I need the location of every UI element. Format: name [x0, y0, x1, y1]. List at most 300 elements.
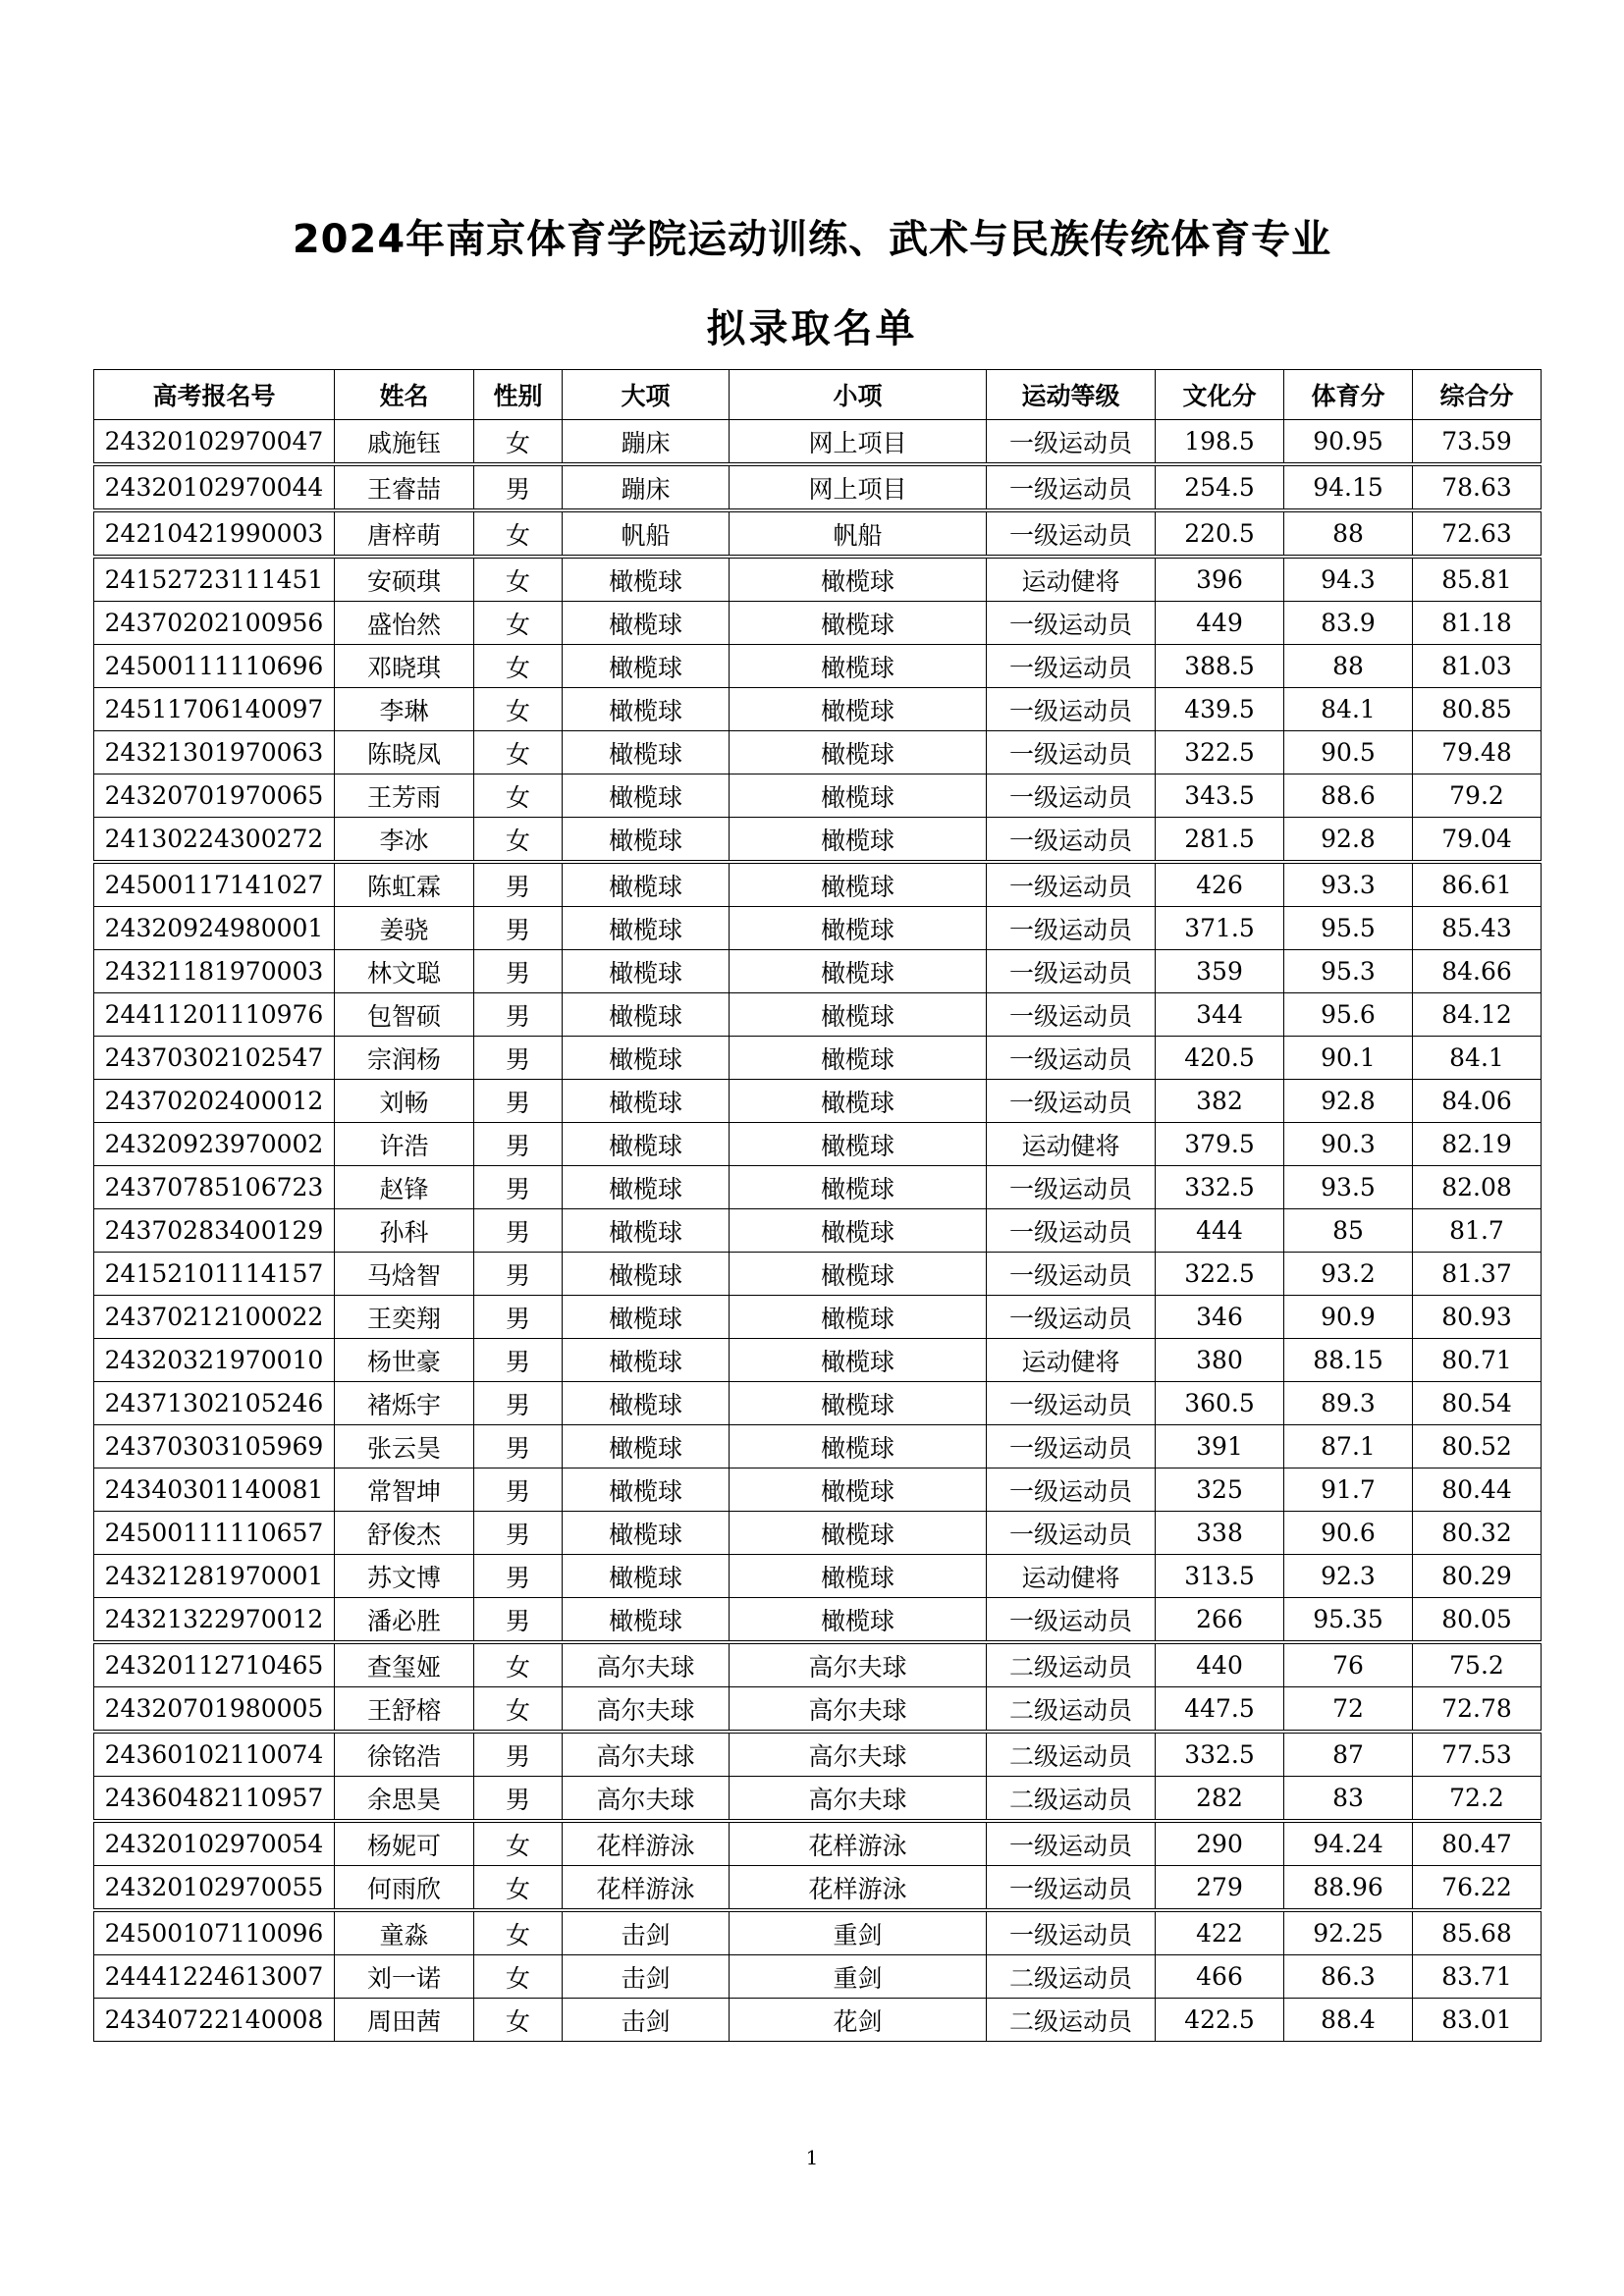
- cell-total-score: 84.66: [1413, 950, 1542, 993]
- cell-total-score: 81.7: [1413, 1209, 1542, 1253]
- cell-sport: 高尔夫球: [563, 1732, 730, 1777]
- cell-name: 李琳: [335, 688, 474, 731]
- cell-name: 张云昊: [335, 1425, 474, 1468]
- cell-level: 一级运动员: [987, 1512, 1156, 1555]
- cell-sport: 橄榄球: [563, 1253, 730, 1296]
- cell-gender: 男: [474, 1037, 563, 1080]
- cell-event: 花剑: [730, 1999, 987, 2042]
- cell-culture-score: 359: [1156, 950, 1284, 993]
- cell-name: 杨世豪: [335, 1339, 474, 1382]
- cell-exam-id: 24370785106723: [94, 1166, 335, 1209]
- cell-sport: 橄榄球: [563, 862, 730, 907]
- cell-sport-score: 84.1: [1284, 688, 1413, 731]
- cell-gender: 男: [474, 1123, 563, 1166]
- table-row: [94, 420, 1542, 465]
- cell-name: 杨妮可: [335, 1821, 474, 1866]
- column-header-name: 姓名: [335, 370, 474, 420]
- cell-name: 潘必胜: [335, 1598, 474, 1643]
- cell-sport-score: 92.8: [1284, 818, 1413, 863]
- cell-gender: 男: [474, 1512, 563, 1555]
- cell-event: 橄榄球: [730, 602, 987, 645]
- cell-total-score: 85.68: [1413, 1910, 1542, 1955]
- cell-sport-score: 88.4: [1284, 1999, 1413, 2042]
- cell-sport-score: 89.3: [1284, 1382, 1413, 1425]
- cell-total-score: 73.59: [1413, 420, 1542, 465]
- table-row: [94, 1512, 1542, 1555]
- cell-exam-id: 24370302102547: [94, 1037, 335, 1080]
- table-row: [94, 1642, 1542, 1687]
- table-header-row: [94, 370, 1542, 420]
- cell-total-score: 80.47: [1413, 1821, 1542, 1866]
- cell-culture-score: 322.5: [1156, 1253, 1284, 1296]
- column-header-sport-score: 体育分: [1284, 370, 1413, 420]
- cell-total-score: 78.63: [1413, 464, 1542, 510]
- cell-event: 高尔夫球: [730, 1732, 987, 1777]
- cell-culture-score: 382: [1156, 1080, 1284, 1123]
- cell-culture-score: 266: [1156, 1598, 1284, 1643]
- cell-level: 一级运动员: [987, 688, 1156, 731]
- cell-event: 橄榄球: [730, 731, 987, 774]
- cell-exam-id: 24500111110696: [94, 645, 335, 688]
- cell-culture-score: 220.5: [1156, 510, 1284, 557]
- cell-gender: 男: [474, 993, 563, 1037]
- cell-event: 橄榄球: [730, 1166, 987, 1209]
- cell-total-score: 80.85: [1413, 688, 1542, 731]
- cell-event: 高尔夫球: [730, 1777, 987, 1822]
- cell-sport-score: 95.35: [1284, 1598, 1413, 1643]
- cell-sport-score: 88: [1284, 510, 1413, 557]
- cell-event: 重剑: [730, 1955, 987, 1999]
- cell-event: 橄榄球: [730, 862, 987, 907]
- cell-exam-id: 24511706140097: [94, 688, 335, 731]
- cell-level: 运动健将: [987, 1339, 1156, 1382]
- cell-name: 安硕琪: [335, 557, 474, 602]
- cell-total-score: 85.43: [1413, 907, 1542, 950]
- cell-gender: 女: [474, 645, 563, 688]
- cell-gender: 男: [474, 1468, 563, 1512]
- cell-sport-score: 87.1: [1284, 1425, 1413, 1468]
- cell-event: 花样游泳: [730, 1866, 987, 1911]
- cell-event: 橄榄球: [730, 557, 987, 602]
- column-header-culture-score: 文化分: [1156, 370, 1284, 420]
- table-row: [94, 731, 1542, 774]
- cell-event: 网上项目: [730, 420, 987, 465]
- cell-name: 陈晓凤: [335, 731, 474, 774]
- cell-level: 一级运动员: [987, 862, 1156, 907]
- cell-exam-id: 24320321970010: [94, 1339, 335, 1382]
- cell-sport: 帆船: [563, 510, 730, 557]
- cell-sport: 橄榄球: [563, 1166, 730, 1209]
- cell-culture-score: 338: [1156, 1512, 1284, 1555]
- cell-event: 橄榄球: [730, 1209, 987, 1253]
- table-row: [94, 907, 1542, 950]
- cell-culture-score: 279: [1156, 1866, 1284, 1911]
- cell-exam-id: 24500111110657: [94, 1512, 335, 1555]
- cell-level: 一级运动员: [987, 1166, 1156, 1209]
- table-row: [94, 1999, 1542, 2042]
- cell-name: 舒俊杰: [335, 1512, 474, 1555]
- cell-sport-score: 76: [1284, 1642, 1413, 1687]
- cell-event: 高尔夫球: [730, 1642, 987, 1687]
- table-row: [94, 1080, 1542, 1123]
- cell-total-score: 80.32: [1413, 1512, 1542, 1555]
- cell-event: 橄榄球: [730, 1339, 987, 1382]
- table-row: [94, 1732, 1542, 1777]
- cell-sport: 橄榄球: [563, 645, 730, 688]
- cell-event: 橄榄球: [730, 993, 987, 1037]
- cell-exam-id: 24411201110976: [94, 993, 335, 1037]
- cell-event: 橄榄球: [730, 1253, 987, 1296]
- cell-sport-score: 87: [1284, 1732, 1413, 1777]
- cell-total-score: 82.19: [1413, 1123, 1542, 1166]
- cell-culture-score: 282: [1156, 1777, 1284, 1822]
- cell-sport: 击剑: [563, 1910, 730, 1955]
- cell-event: 橄榄球: [730, 1598, 987, 1643]
- cell-name: 王芳雨: [335, 774, 474, 818]
- cell-sport: 击剑: [563, 1955, 730, 1999]
- cell-name: 余思昊: [335, 1777, 474, 1822]
- cell-event: 橄榄球: [730, 1080, 987, 1123]
- cell-event: 橄榄球: [730, 1512, 987, 1555]
- cell-total-score: 80.54: [1413, 1382, 1542, 1425]
- cell-sport: 橄榄球: [563, 1382, 730, 1425]
- cell-total-score: 80.71: [1413, 1339, 1542, 1382]
- cell-name: 徐铭浩: [335, 1732, 474, 1777]
- cell-exam-id: 24340722140008: [94, 1999, 335, 2042]
- cell-name: 李冰: [335, 818, 474, 863]
- cell-gender: 女: [474, 602, 563, 645]
- cell-sport-score: 94.15: [1284, 464, 1413, 510]
- cell-event: 橄榄球: [730, 1037, 987, 1080]
- cell-exam-id: 24152723111451: [94, 557, 335, 602]
- cell-exam-id: 24370202100956: [94, 602, 335, 645]
- cell-name: 褚烁宇: [335, 1382, 474, 1425]
- cell-event: 橄榄球: [730, 774, 987, 818]
- cell-name: 王舒榕: [335, 1687, 474, 1733]
- cell-level: 一级运动员: [987, 1037, 1156, 1080]
- cell-exam-id: 24320102970047: [94, 420, 335, 465]
- table-row: [94, 688, 1542, 731]
- cell-gender: 男: [474, 1296, 563, 1339]
- cell-name: 陈虹霖: [335, 862, 474, 907]
- cell-level: 一级运动员: [987, 1425, 1156, 1468]
- cell-name: 宗润杨: [335, 1037, 474, 1080]
- cell-sport-score: 91.7: [1284, 1468, 1413, 1512]
- cell-culture-score: 422: [1156, 1910, 1284, 1955]
- cell-gender: 男: [474, 950, 563, 993]
- cell-sport-score: 90.95: [1284, 420, 1413, 465]
- cell-gender: 男: [474, 1555, 563, 1598]
- cell-culture-score: 344: [1156, 993, 1284, 1037]
- cell-gender: 女: [474, 731, 563, 774]
- cell-culture-score: 420.5: [1156, 1037, 1284, 1080]
- cell-gender: 男: [474, 907, 563, 950]
- cell-gender: 女: [474, 688, 563, 731]
- cell-event: 橄榄球: [730, 645, 987, 688]
- cell-total-score: 79.04: [1413, 818, 1542, 863]
- table-row: [94, 1209, 1542, 1253]
- table-row: [94, 862, 1542, 907]
- cell-gender: 女: [474, 1955, 563, 1999]
- cell-level: 二级运动员: [987, 1955, 1156, 1999]
- cell-level: 一级运动员: [987, 950, 1156, 993]
- cell-gender: 男: [474, 1080, 563, 1123]
- table-row: [94, 645, 1542, 688]
- cell-exam-id: 24321181970003: [94, 950, 335, 993]
- cell-sport: 橄榄球: [563, 1339, 730, 1382]
- cell-sport: 橄榄球: [563, 1209, 730, 1253]
- cell-total-score: 84.06: [1413, 1080, 1542, 1123]
- cell-gender: 男: [474, 1339, 563, 1382]
- table-row: [94, 1910, 1542, 1955]
- cell-gender: 男: [474, 1732, 563, 1777]
- cell-exam-id: 24320102970055: [94, 1866, 335, 1911]
- cell-culture-score: 281.5: [1156, 818, 1284, 863]
- cell-culture-score: 422.5: [1156, 1999, 1284, 2042]
- cell-culture-score: 447.5: [1156, 1687, 1284, 1733]
- table-row: [94, 1866, 1542, 1911]
- cell-event: 帆船: [730, 510, 987, 557]
- cell-sport-score: 90.6: [1284, 1512, 1413, 1555]
- cell-name: 赵锋: [335, 1166, 474, 1209]
- cell-gender: 男: [474, 1598, 563, 1643]
- cell-level: 一级运动员: [987, 774, 1156, 818]
- cell-exam-id: 24321281970001: [94, 1555, 335, 1598]
- cell-sport-score: 88.6: [1284, 774, 1413, 818]
- document-subtitle: 拟录取名单: [706, 306, 918, 351]
- cell-exam-id: 24152101114157: [94, 1253, 335, 1296]
- cell-total-score: 72.78: [1413, 1687, 1542, 1733]
- cell-exam-id: 24370283400129: [94, 1209, 335, 1253]
- cell-sport-score: 93.5: [1284, 1166, 1413, 1209]
- cell-exam-id: 24130224300272: [94, 818, 335, 863]
- cell-event: 橄榄球: [730, 1296, 987, 1339]
- cell-exam-id: 24320102970044: [94, 464, 335, 510]
- cell-culture-score: 322.5: [1156, 731, 1284, 774]
- cell-sport-score: 88.96: [1284, 1866, 1413, 1911]
- column-header-total-score: 综合分: [1413, 370, 1542, 420]
- cell-name: 王睿喆: [335, 464, 474, 510]
- cell-sport-score: 85: [1284, 1209, 1413, 1253]
- cell-gender: 女: [474, 1866, 563, 1911]
- cell-sport: 高尔夫球: [563, 1777, 730, 1822]
- cell-sport-score: 94.3: [1284, 557, 1413, 602]
- cell-total-score: 83.01: [1413, 1999, 1542, 2042]
- cell-exam-id: 24500107110096: [94, 1910, 335, 1955]
- cell-event: 花样游泳: [730, 1821, 987, 1866]
- cell-level: 一级运动员: [987, 464, 1156, 510]
- cell-culture-score: 388.5: [1156, 645, 1284, 688]
- cell-exam-id: 24320102970054: [94, 1821, 335, 1866]
- cell-total-score: 76.22: [1413, 1866, 1542, 1911]
- cell-culture-score: 439.5: [1156, 688, 1284, 731]
- table-row: [94, 464, 1542, 510]
- cell-name: 包智硕: [335, 993, 474, 1037]
- table-row: [94, 1123, 1542, 1166]
- cell-exam-id: 24370202400012: [94, 1080, 335, 1123]
- cell-exam-id: 24441224613007: [94, 1955, 335, 1999]
- table-row: [94, 1382, 1542, 1425]
- cell-sport: 橄榄球: [563, 688, 730, 731]
- cell-exam-id: 24500117141027: [94, 862, 335, 907]
- cell-event: 橄榄球: [730, 1123, 987, 1166]
- cell-total-score: 72.63: [1413, 510, 1542, 557]
- cell-total-score: 85.81: [1413, 557, 1542, 602]
- cell-sport-score: 92.25: [1284, 1910, 1413, 1955]
- cell-level: 二级运动员: [987, 1999, 1156, 2042]
- cell-sport: 花样游泳: [563, 1866, 730, 1911]
- cell-name: 苏文博: [335, 1555, 474, 1598]
- cell-name: 何雨欣: [335, 1866, 474, 1911]
- cell-sport-score: 93.2: [1284, 1253, 1413, 1296]
- cell-name: 刘畅: [335, 1080, 474, 1123]
- cell-event: 橄榄球: [730, 907, 987, 950]
- cell-culture-score: 254.5: [1156, 464, 1284, 510]
- cell-culture-score: 379.5: [1156, 1123, 1284, 1166]
- cell-event: 橄榄球: [730, 1468, 987, 1512]
- cell-level: 一级运动员: [987, 731, 1156, 774]
- cell-culture-score: 444: [1156, 1209, 1284, 1253]
- cell-name: 周田茜: [335, 1999, 474, 2042]
- table-row: [94, 1253, 1542, 1296]
- column-header-gender: 性别: [474, 370, 563, 420]
- cell-sport-score: 90.1: [1284, 1037, 1413, 1080]
- table-body: [94, 420, 1542, 2042]
- cell-level: 一级运动员: [987, 993, 1156, 1037]
- table-row: [94, 950, 1542, 993]
- cell-name: 唐梓萌: [335, 510, 474, 557]
- cell-exam-id: 24340301140081: [94, 1468, 335, 1512]
- cell-gender: 女: [474, 774, 563, 818]
- cell-gender: 女: [474, 557, 563, 602]
- cell-level: 一级运动员: [987, 420, 1156, 465]
- cell-total-score: 80.44: [1413, 1468, 1542, 1512]
- cell-total-score: 72.2: [1413, 1777, 1542, 1822]
- cell-exam-id: 24360482110957: [94, 1777, 335, 1822]
- cell-event: 橄榄球: [730, 818, 987, 863]
- table-row: [94, 1339, 1542, 1382]
- cell-sport: 橄榄球: [563, 557, 730, 602]
- table-row: [94, 1166, 1542, 1209]
- cell-gender: 女: [474, 510, 563, 557]
- cell-level: 一级运动员: [987, 1382, 1156, 1425]
- cell-sport-score: 92.8: [1284, 1080, 1413, 1123]
- cell-level: 一级运动员: [987, 1598, 1156, 1643]
- cell-level: 运动健将: [987, 1123, 1156, 1166]
- cell-sport: 蹦床: [563, 464, 730, 510]
- cell-name: 戚施钰: [335, 420, 474, 465]
- admission-table: [93, 369, 1542, 2042]
- table-row: [94, 818, 1542, 863]
- cell-sport: 橄榄球: [563, 1468, 730, 1512]
- cell-sport: 花样游泳: [563, 1821, 730, 1866]
- cell-name: 查玺娅: [335, 1642, 474, 1687]
- table-row: [94, 1955, 1542, 1999]
- cell-gender: 男: [474, 1777, 563, 1822]
- cell-total-score: 80.05: [1413, 1598, 1542, 1643]
- cell-name: 邓晓琪: [335, 645, 474, 688]
- cell-event: 橄榄球: [730, 1425, 987, 1468]
- cell-sport-score: 95.6: [1284, 993, 1413, 1037]
- cell-level: 二级运动员: [987, 1642, 1156, 1687]
- cell-gender: 女: [474, 420, 563, 465]
- cell-culture-score: 332.5: [1156, 1732, 1284, 1777]
- table-row: [94, 993, 1542, 1037]
- cell-total-score: 80.29: [1413, 1555, 1542, 1598]
- cell-sport: 橄榄球: [563, 1123, 730, 1166]
- cell-exam-id: 24320701980005: [94, 1687, 335, 1733]
- cell-sport-score: 88.15: [1284, 1339, 1413, 1382]
- cell-name: 盛怡然: [335, 602, 474, 645]
- cell-sport: 橄榄球: [563, 1080, 730, 1123]
- cell-gender: 男: [474, 1253, 563, 1296]
- cell-exam-id: 24321322970012: [94, 1598, 335, 1643]
- cell-culture-score: 343.5: [1156, 774, 1284, 818]
- cell-sport-score: 94.24: [1284, 1821, 1413, 1866]
- table-row: [94, 510, 1542, 557]
- cell-sport: 橄榄球: [563, 993, 730, 1037]
- cell-level: 一级运动员: [987, 1821, 1156, 1866]
- document-title: 2024年南京体育学院运动训练、武术与民族传统体育专业: [292, 217, 1332, 262]
- cell-event: 重剑: [730, 1910, 987, 1955]
- cell-level: 一级运动员: [987, 907, 1156, 950]
- cell-culture-score: 440: [1156, 1642, 1284, 1687]
- cell-level: 一级运动员: [987, 1866, 1156, 1911]
- cell-event: 橄榄球: [730, 950, 987, 993]
- cell-total-score: 84.12: [1413, 993, 1542, 1037]
- cell-culture-score: 391: [1156, 1425, 1284, 1468]
- table-row: [94, 1598, 1542, 1643]
- cell-culture-score: 332.5: [1156, 1166, 1284, 1209]
- cell-sport-score: 83.9: [1284, 602, 1413, 645]
- cell-sport: 高尔夫球: [563, 1687, 730, 1733]
- cell-level: 一级运动员: [987, 1910, 1156, 1955]
- cell-sport: 橄榄球: [563, 1037, 730, 1080]
- cell-sport: 橄榄球: [563, 602, 730, 645]
- cell-culture-score: 449: [1156, 602, 1284, 645]
- cell-name: 许浩: [335, 1123, 474, 1166]
- cell-sport-score: 92.3: [1284, 1555, 1413, 1598]
- cell-sport: 橄榄球: [563, 907, 730, 950]
- cell-sport: 橄榄球: [563, 818, 730, 863]
- cell-total-score: 81.18: [1413, 602, 1542, 645]
- column-header-exam-id: 高考报名号: [94, 370, 335, 420]
- cell-sport: 橄榄球: [563, 774, 730, 818]
- cell-culture-score: 426: [1156, 862, 1284, 907]
- table-row: [94, 1468, 1542, 1512]
- cell-culture-score: 290: [1156, 1821, 1284, 1866]
- cell-culture-score: 198.5: [1156, 420, 1284, 465]
- cell-exam-id: 24360102110074: [94, 1732, 335, 1777]
- cell-level: 运动健将: [987, 557, 1156, 602]
- cell-exam-id: 24320923970002: [94, 1123, 335, 1166]
- cell-total-score: 80.52: [1413, 1425, 1542, 1468]
- cell-gender: 男: [474, 862, 563, 907]
- cell-sport-score: 90.5: [1284, 731, 1413, 774]
- cell-sport-score: 95.5: [1284, 907, 1413, 950]
- cell-name: 孙科: [335, 1209, 474, 1253]
- cell-level: 一级运动员: [987, 645, 1156, 688]
- cell-culture-score: 466: [1156, 1955, 1284, 1999]
- cell-event: 高尔夫球: [730, 1687, 987, 1733]
- cell-culture-score: 396: [1156, 557, 1284, 602]
- cell-gender: 男: [474, 464, 563, 510]
- cell-sport: 橄榄球: [563, 1555, 730, 1598]
- table-row: [94, 1777, 1542, 1822]
- cell-name: 童淼: [335, 1910, 474, 1955]
- cell-culture-score: 346: [1156, 1296, 1284, 1339]
- cell-event: 橄榄球: [730, 688, 987, 731]
